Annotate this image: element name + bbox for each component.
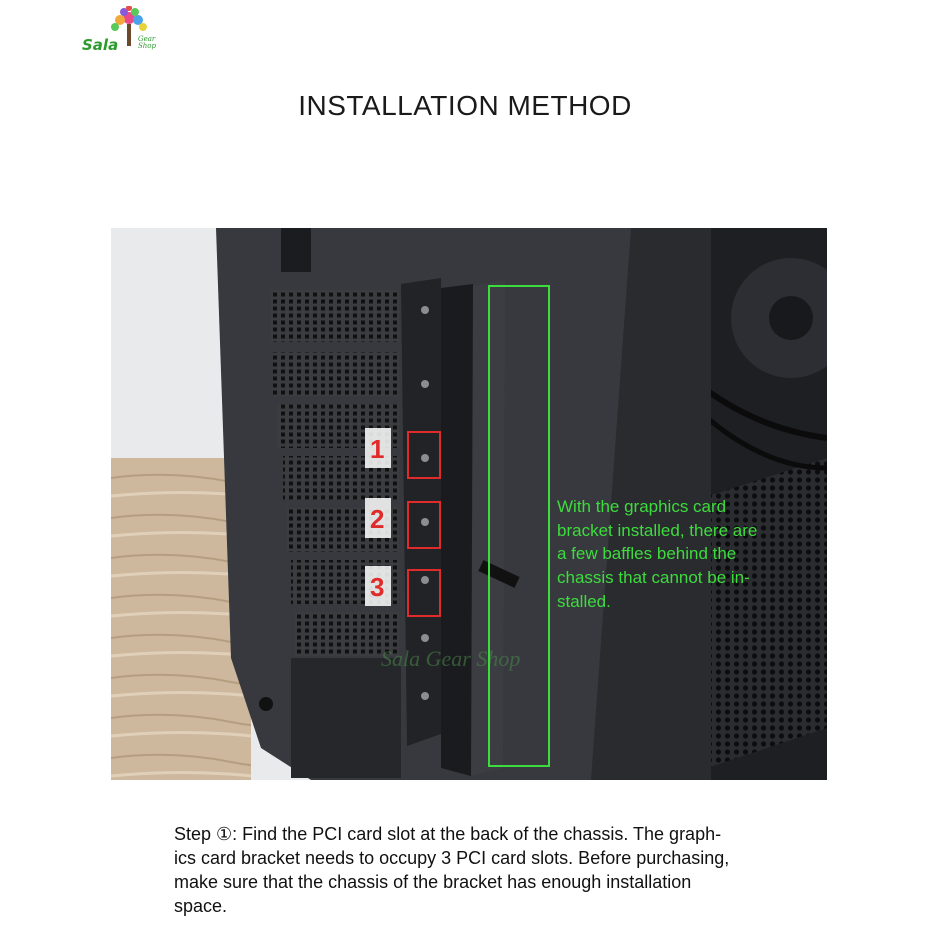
step-description [174,822,814,918]
annotation-line-3: a few baffles behind the [557,544,737,563]
logo-subtitle [138,36,156,50]
step-line-3: make sure that the chassis of the bracket has enough installation [174,872,692,892]
step-line-4: space. [174,896,228,916]
logo-name: Sala [82,36,119,54]
marker-label-2: 2 [370,504,385,534]
step-line-2: ics card bracket needs to occupy 3 PCI card slots. Before purchasing, [174,848,730,868]
annotation-line-4: chassis that cannot be in- [557,568,750,587]
thumb-screw-icon [259,697,273,711]
annotation-line-5: stalled. [557,592,611,611]
annotation-line-1: With the graphics card [557,497,727,516]
chassis-photo [111,228,827,780]
logo-subtitle-line2: Shop [138,42,156,50]
page-title: INSTALLATION METHOD [298,90,632,121]
watermark: Sala Gear Shop [381,646,521,671]
step-line-1: Step ①: Find the PCI card slot at the back of the chassis. The graph- [174,824,722,844]
marker-label-1: 1 [370,434,385,464]
logo-subtitle-line1: Gear [138,35,156,43]
annotation-line-2: bracket installed, there are [557,521,758,540]
marker-label-3: 3 [370,572,385,602]
